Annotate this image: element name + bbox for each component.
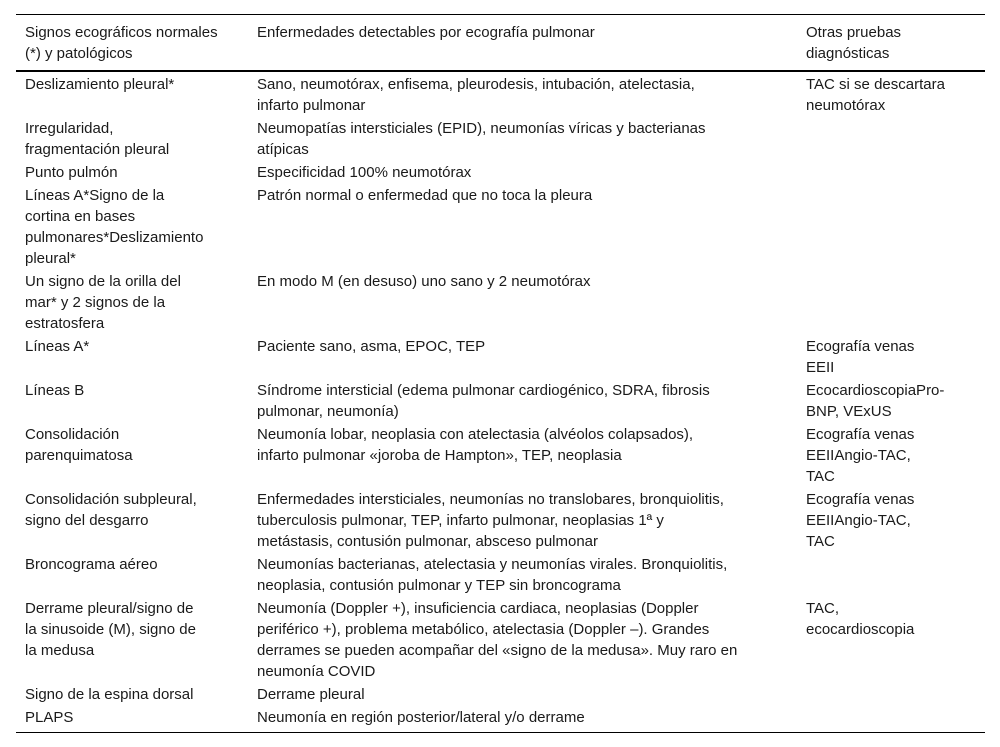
table-row <box>16 488 985 553</box>
table-row <box>16 270 985 335</box>
cell-text: Ecografía venas EEIIAngio-TAC, TAC <box>806 426 915 485</box>
cell-text: Consolidación parenquimatosa <box>25 426 133 464</box>
table-cell <box>797 489 985 552</box>
table-row <box>16 553 985 597</box>
table-cell <box>248 271 797 334</box>
header-otras-pruebas: Otras pruebas diagnósticas <box>806 24 902 62</box>
table-cell <box>248 162 797 183</box>
cell-text: Ecografía venas EEIIAngio-TAC, TAC <box>806 491 915 550</box>
cell-text: Neumonías bacterianas, atelectasia y neumonías virales. Bronquiolitis, neoplasia, contusión pulmonar y TEP sin broncograma <box>257 556 728 594</box>
cell-text: TAC, ecocardioscopia <box>806 600 915 638</box>
cell-text: Neumopatías intersticiales (EPID), neumonías víricas y bacterianas atípicas <box>257 120 706 158</box>
table-cell <box>797 74 985 116</box>
table-cell <box>248 684 797 705</box>
table-cell <box>797 185 985 269</box>
table-cell <box>16 380 248 422</box>
cell-text: Líneas A*Signo de la cortina en bases pulmonares*Deslizamiento pleural* <box>25 187 204 267</box>
table-row <box>16 161 985 184</box>
table-row <box>16 683 985 706</box>
table-cell <box>16 554 248 596</box>
table-row <box>16 117 985 161</box>
cell-text: Broncograma aéreo <box>25 556 158 573</box>
header-cell <box>16 22 248 64</box>
cell-text: En modo M (en desuso) uno sano y 2 neumotórax <box>257 273 591 290</box>
cell-text: Ecografía venas EEII <box>806 338 915 376</box>
cell-text: Neumonía (Doppler +), insuficiencia cardiaca, neoplasias (Doppler periférico +), problema metabólico, atelectasia (Doppler –). Grandes derrames se pueden acompañar del «signo de la medusa». Muy raro en neumonía COVID <box>257 600 738 680</box>
cell-text: Patrón normal o enfermedad que no toca la pleura <box>257 187 593 204</box>
table-row <box>16 184 985 270</box>
table-cell <box>16 74 248 116</box>
table-cell <box>16 684 248 705</box>
table-cell <box>797 554 985 596</box>
header-cell <box>797 22 985 64</box>
table-cell <box>248 554 797 596</box>
cell-text: Sano, neumotórax, enfisema, pleurodesis, intubación, atelectasia, infarto pulmonar <box>257 76 695 114</box>
table-cell <box>248 489 797 552</box>
table-cell <box>797 118 985 160</box>
cell-text: Neumonía lobar, neoplasia con atelectasia (alvéolos colapsados), infarto pulmonar «joroba de Hampton», TEP, neoplasia <box>257 426 694 464</box>
table-body <box>16 72 985 732</box>
diagnostic-table <box>16 14 985 733</box>
cell-text: Síndrome intersticial (edema pulmonar cardiogénico, SDRA, fibrosis pulmonar, neumonía) <box>257 382 710 420</box>
cell-text: Enfermedades intersticiales, neumonías no translobares, bronquiolitis, tuberculosis pulmonar, TEP, infarto pulmonar, neoplasias 1ª y metástasis, contusión pulmonar, absceso pulmonar <box>257 491 724 550</box>
table-cell <box>16 185 248 269</box>
cell-text: Irregularidad, fragmentación pleural <box>25 120 170 158</box>
table-cell <box>248 380 797 422</box>
cell-text: Signo de la espina dorsal <box>25 686 194 703</box>
table-cell <box>248 598 797 682</box>
table-cell <box>16 424 248 487</box>
header-cell <box>248 22 797 64</box>
cell-text: EcocardioscopiaPro- BNP, VExUS <box>806 382 945 420</box>
cell-text: Neumonía en región posterior/lateral y/o derrame <box>257 709 585 726</box>
cell-text: Consolidación subpleural, signo del desgarro <box>25 491 197 529</box>
table-row <box>16 72 985 117</box>
table-cell <box>797 336 985 378</box>
cell-text: PLAPS <box>25 709 74 726</box>
cell-text: Líneas A* <box>25 338 90 355</box>
table-cell <box>797 684 985 705</box>
table-cell <box>16 336 248 378</box>
table-row <box>16 335 985 379</box>
table-cell <box>248 336 797 378</box>
table-header-row <box>16 15 985 72</box>
header-enfermedades: Enfermedades detectables por ecografía pulmonar <box>257 24 595 41</box>
table-row <box>16 423 985 488</box>
cell-text: Derrame pleural/signo de la sinusoide (M), signo de la medusa <box>25 600 196 659</box>
cell-text: Un signo de la orilla del mar* y 2 signos de la estratosfera <box>25 273 181 332</box>
table-cell <box>248 707 797 728</box>
table-cell <box>797 598 985 682</box>
table-cell <box>797 271 985 334</box>
table-cell <box>16 598 248 682</box>
cell-text: Derrame pleural <box>257 686 365 703</box>
table-cell <box>16 271 248 334</box>
table-row <box>16 597 985 683</box>
table-cell <box>248 424 797 487</box>
header-signos: Signos ecográficos normales (*) y patológicos <box>25 24 218 62</box>
cell-text: Paciente sano, asma, EPOC, TEP <box>257 338 486 355</box>
cell-text: Punto pulmón <box>25 164 118 181</box>
table-cell <box>797 707 985 728</box>
table-cell <box>248 74 797 116</box>
cell-text: Deslizamiento pleural* <box>25 76 175 93</box>
table-cell <box>797 380 985 422</box>
table-cell <box>16 162 248 183</box>
table-cell <box>248 185 797 269</box>
table-cell <box>797 162 985 183</box>
table-cell <box>16 118 248 160</box>
table-row <box>16 706 985 732</box>
table-cell <box>797 424 985 487</box>
cell-text: Líneas B <box>25 382 85 399</box>
table-cell <box>16 707 248 728</box>
cell-text: Especificidad 100% neumotórax <box>257 164 472 181</box>
table-cell <box>248 118 797 160</box>
table-cell <box>16 489 248 552</box>
table-row <box>16 379 985 423</box>
cell-text: TAC si se descartara neumotórax <box>806 76 945 114</box>
